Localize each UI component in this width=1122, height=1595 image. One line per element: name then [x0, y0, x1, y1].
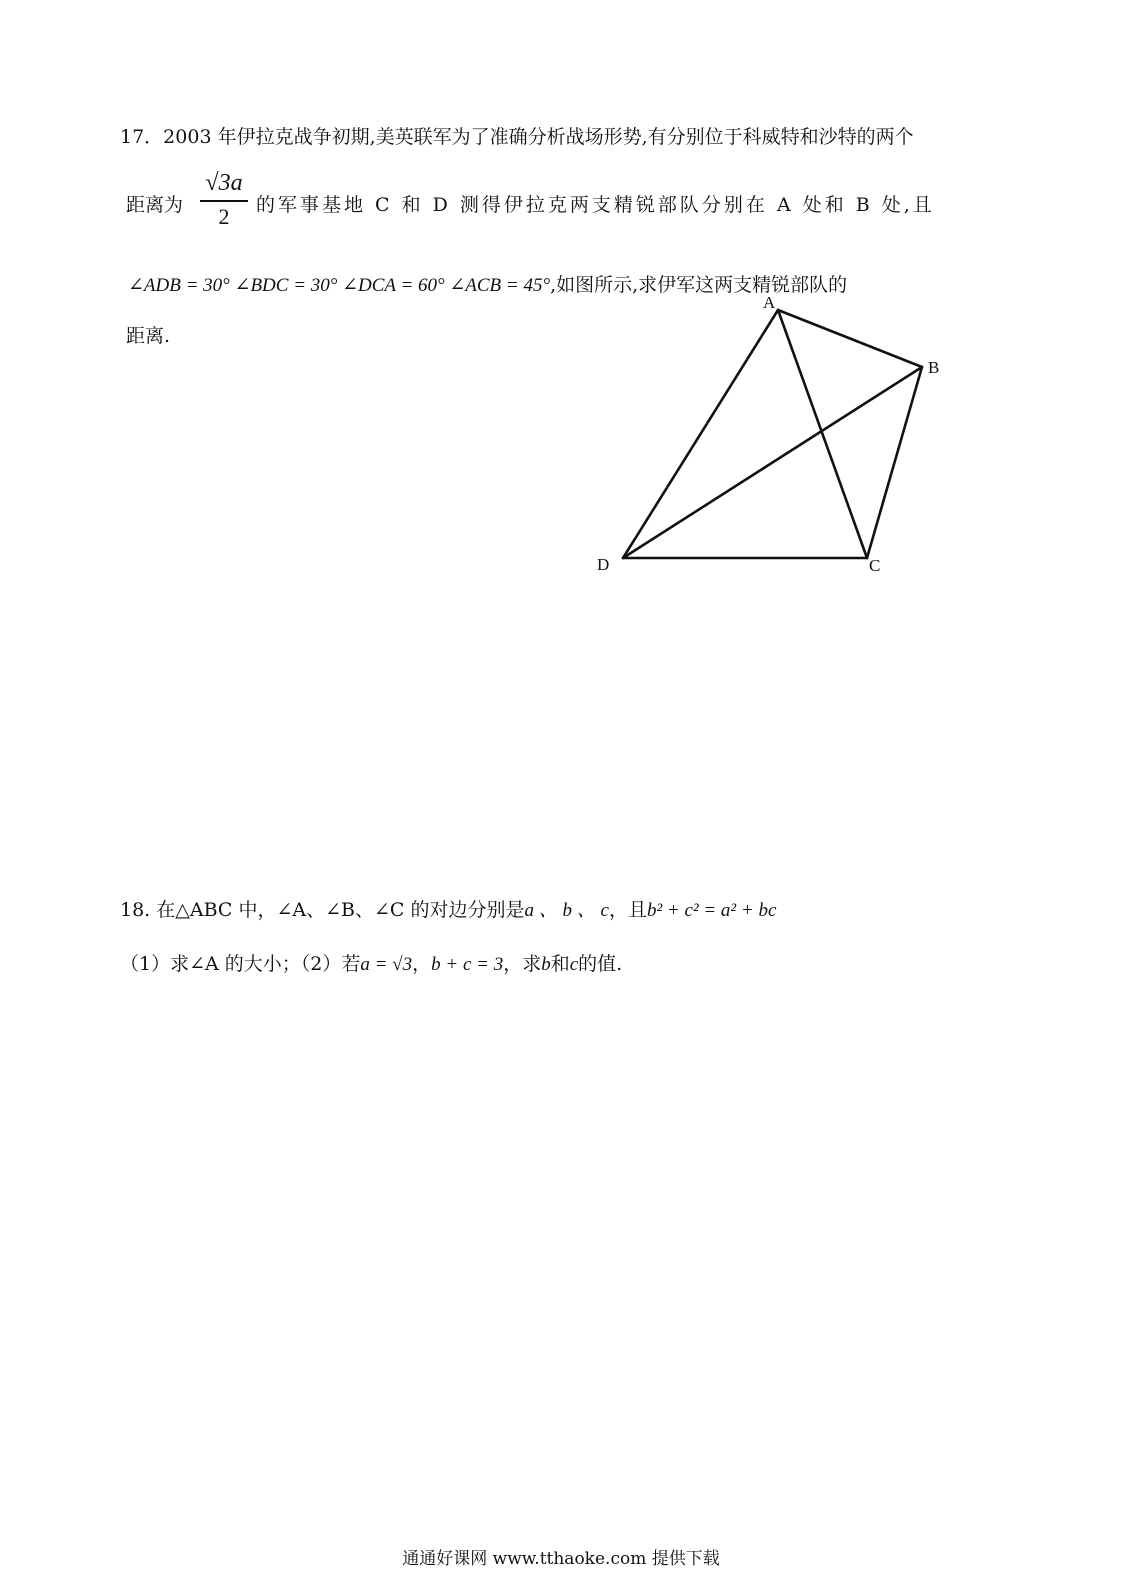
separator: ， — [412, 953, 432, 975]
angle-conditions: ∠ADB = 30° ∠BDC = 30° ∠DCA = 60° ∠ACB = 45° — [128, 275, 551, 296]
condition-a: a = √3 — [360, 954, 413, 975]
segment-DA — [623, 310, 778, 558]
footer-source: 通通好课网 www.tthaoke.com 提供下载 — [402, 1549, 720, 1569]
problem-17-end: 距离. — [126, 325, 171, 347]
problem-17-line-2-rest — [256, 196, 935, 215]
condition-sum: b + c = 3 — [431, 954, 504, 975]
fraction-numerator: √3a — [205, 170, 243, 196]
segment-AB — [778, 310, 922, 367]
side-variables: a 、 b 、 c — [524, 900, 609, 921]
segment-DB — [623, 367, 922, 558]
problem-18-line-2 — [120, 955, 622, 974]
side-equation: b² + c² = a² + bc — [646, 900, 777, 921]
end-text: 的值. — [578, 953, 623, 975]
problem-18-and: ，且 — [608, 899, 647, 921]
label-B: B — [928, 358, 940, 377]
var-b: b — [541, 954, 551, 975]
fraction-denominator: 2 — [218, 204, 230, 229]
problem-17-line-4 — [126, 327, 170, 346]
problem-18-questions: （1）求∠A 的大小；（2）若 — [120, 953, 361, 975]
var-c: c — [569, 954, 579, 975]
quadrilateral-figure — [580, 292, 960, 592]
label-A: A — [763, 293, 776, 312]
problem-17-line-2 — [126, 196, 183, 215]
distance-prefix: 距离为 — [126, 194, 184, 216]
distance-fraction — [200, 170, 248, 230]
problem-18-line-1 — [120, 901, 776, 920]
and-text: 和 — [550, 953, 570, 975]
page-footer — [0, 1544, 1122, 1569]
problem-17-line-1 — [120, 128, 914, 147]
distance-suffix: 的军事基地 C 和 D 测得伊拉克两支精锐部队分别在 A 处和 B 处,且 — [256, 194, 935, 216]
segment-AC — [778, 310, 867, 558]
problem-18-intro: 18. 在△ABC 中，∠A、∠B、∠C 的对边分别是 — [120, 899, 525, 921]
problem-17-intro: 17．2003 年伊拉克战争初期,美英联军为了准确分析战场形势,有分别位于科威特和沙特的两个 — [120, 126, 914, 148]
fraction-bar — [200, 200, 248, 202]
ask-text: ，求 — [503, 953, 542, 975]
angle-conditions-tail: ,如图所示,求伊军这两支精锐部队的 — [550, 274, 848, 296]
label-C: C — [869, 556, 881, 575]
label-D: D — [597, 555, 610, 574]
